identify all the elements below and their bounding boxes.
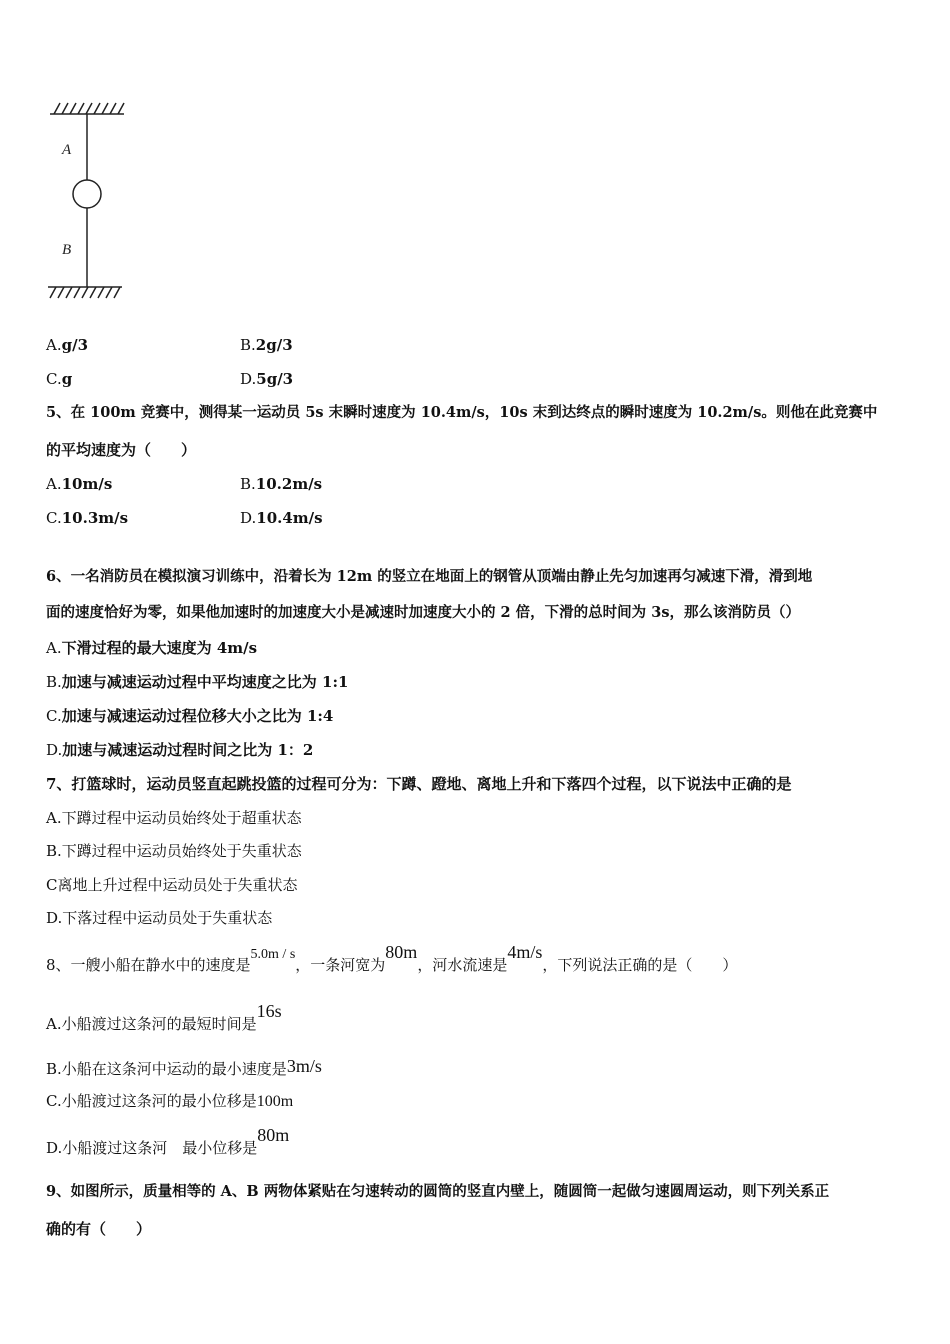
option-text: 加速与减速运动过程中平均速度之比为 1:1: [61, 673, 349, 691]
label-b: B: [62, 242, 72, 258]
q9-stem-line2: 确的有（ ）: [46, 1220, 152, 1238]
q7-stem: 7、打篮球时，运动员竖直起跳投篮的过程可分为：下蹲、蹬地、离地上升和下落四个过程，以下说法中正确的是: [46, 775, 792, 793]
option-letter: C.: [46, 707, 62, 725]
q6-option-b[interactable]: [46, 672, 348, 692]
option-value: 80m: [257, 1125, 290, 1145]
q6-stem-line2: 面的速度恰好为零，如果他加速时的加速度大小是减速时加速度大小的 2 倍，下滑的总时间为 3s，那么该消防员（）: [46, 604, 800, 621]
q8-stem: [46, 942, 738, 977]
option-text: 10.3m/s: [61, 509, 129, 527]
ceiling-hatch: [50, 103, 124, 114]
option-letter: A.: [46, 336, 62, 354]
option-text: 10.4m/s: [256, 509, 323, 527]
q8-stem-part3: ，河水流速是: [417, 956, 508, 974]
q8-stem-part4: ，下列说法正确的是（ ）: [542, 956, 738, 974]
label-a: A: [62, 142, 72, 158]
option-text: 10.2m/s: [255, 475, 323, 493]
q6-stem-line1: 6、一名消防员在模拟演习训练中，沿着长为 12m 的竖立在地面上的钢管从顶端由静止先匀加速再匀减速下滑，滑到地: [46, 568, 813, 585]
option-text: 下蹲过程中运动员始终处于超重状态: [61, 809, 302, 827]
q5-stem-line2: 的平均速度为（ ）: [46, 441, 197, 459]
option-letter: B.: [240, 336, 256, 354]
option-letter: C.: [46, 1092, 62, 1110]
option-text: 加速与减速运动过程位移大小之比为 1:4: [61, 707, 334, 725]
option-value: 16s: [256, 1001, 282, 1021]
option-text: 加速与减速运动过程时间之比为 1：2: [62, 741, 314, 759]
q7-option-d[interactable]: [46, 908, 272, 928]
option-letter: A.: [46, 1015, 62, 1033]
option-letter: D.: [240, 370, 257, 388]
option-text: 小船渡过这条河的最短时间是: [61, 1015, 257, 1033]
option-letter: D.: [240, 509, 257, 527]
option-letter: D.: [46, 1139, 63, 1157]
q4-option-b[interactable]: [240, 335, 293, 355]
option-text: 10m/s: [61, 475, 113, 493]
q5-option-c[interactable]: [46, 508, 128, 528]
q7-option-c[interactable]: [46, 875, 298, 895]
option-text: 离地上升过程中运动员处于失重状态: [57, 876, 298, 894]
q6-option-c[interactable]: [46, 706, 333, 726]
q8-stem-part2: ，一条河宽为: [295, 956, 386, 974]
option-letter: C: [46, 876, 58, 894]
option-letter: D.: [46, 741, 63, 759]
option-text: 小船在这条河中运动的最小速度是: [61, 1060, 287, 1078]
q6-option-d[interactable]: [46, 740, 313, 760]
option-letter: B.: [46, 842, 62, 860]
option-letter: C.: [46, 370, 62, 388]
q8-option-c[interactable]: [46, 1091, 293, 1112]
q8-stem-part1: 8、一艘小船在静水中的速度是: [46, 956, 251, 974]
q8-speed-value: 5.0m / s: [250, 947, 296, 962]
q7-option-b[interactable]: [46, 841, 302, 861]
option-value: 100m: [256, 1093, 294, 1110]
q5-option-a[interactable]: [46, 474, 112, 494]
q8-flow-value: 4m/s: [507, 942, 543, 962]
option-text: 5g/3: [256, 370, 294, 388]
option-letter: A.: [46, 809, 62, 827]
option-value: 3m/s: [286, 1056, 322, 1076]
option-text: 小船渡过这条河的最小位移是: [61, 1092, 257, 1110]
option-letter: A.: [46, 639, 62, 657]
q5-option-d[interactable]: [240, 508, 323, 528]
q8-option-b[interactable]: [46, 1058, 322, 1079]
option-letter: D.: [46, 909, 63, 927]
option-letter: C.: [46, 509, 62, 527]
q5-stem-line1: 5、在 100m 竞赛中，测得某一运动员 5s 末瞬时速度为 10.4m/s，10s 末到达终点的瞬时速度为 10.2m/s。则他在此竞赛中: [46, 404, 878, 421]
q4-option-a[interactable]: [46, 335, 88, 355]
pendulum-figure: [40, 95, 140, 310]
option-text: g: [61, 370, 73, 388]
q4-option-c[interactable]: [46, 369, 72, 389]
q4-option-d[interactable]: [240, 369, 293, 389]
option-letter: B.: [46, 1060, 62, 1078]
option-text: 2g/3: [255, 336, 293, 354]
floor-hatch: [48, 287, 122, 298]
option-text: 下落过程中运动员处于失重状态: [62, 909, 273, 927]
option-letter: B.: [240, 475, 256, 493]
q8-width-value: 80m: [385, 942, 418, 962]
option-text: g/3: [61, 336, 89, 354]
q5-option-b[interactable]: [240, 474, 322, 494]
ball: [73, 180, 101, 208]
option-letter: A.: [46, 475, 62, 493]
q9-stem-line1: 9、如图所示，质量相等的 A、B 两物体紧贴在匀速转动的圆筒的竖直内壁上，随圆筒一起做匀速圆周运动，则下列关系正: [46, 1183, 830, 1200]
q6-option-a[interactable]: [46, 638, 257, 658]
option-text: 小船渡过这条河 最小位移是: [62, 1139, 258, 1157]
q8-option-d[interactable]: [46, 1125, 290, 1158]
option-letter: B.: [46, 673, 62, 691]
q8-option-a[interactable]: [46, 1001, 282, 1034]
option-text: 下蹲过程中运动员始终处于失重状态: [61, 842, 302, 860]
q7-option-a[interactable]: [46, 808, 302, 828]
option-text: 下滑过程的最大速度为 4m/s: [61, 639, 258, 657]
